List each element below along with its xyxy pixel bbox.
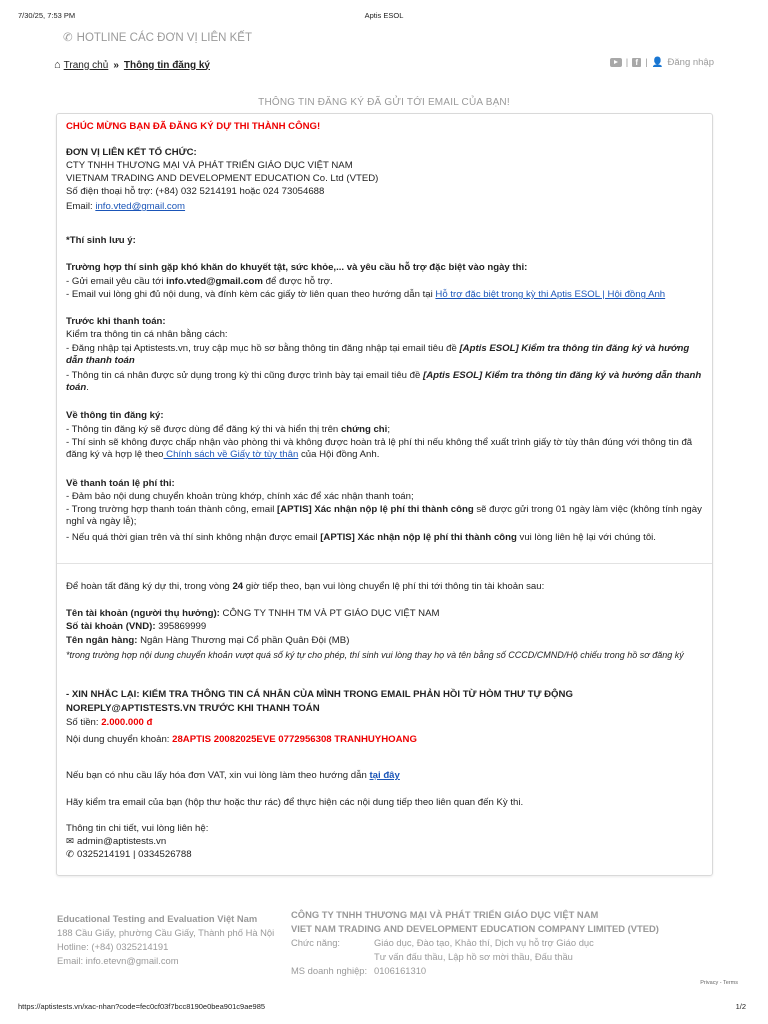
footer-email: Email: info.etevn@gmail.com — [57, 955, 179, 966]
before-pay-3b: [Aptis ESOL] Kiểm tra thông tin đăng ký và hướng dẫn thanh toán — [66, 370, 702, 393]
vat-text: Nếu bạn có nhu cầu lấy hóa đơn VAT, xin vui lòng làm theo hướng dẫn — [66, 770, 370, 781]
account-number-value: 395869999 — [155, 621, 207, 632]
divider-1: | — [625, 57, 629, 68]
bank-value: Ngân Hàng Thương mại Cổ phần Quân Đội (MB) — [137, 635, 350, 646]
footer-address: 188 Cầu Giấy, phường Cầu Giấy, Thành phố Hà Nội — [57, 927, 275, 938]
org-phone: Số điện thoại hỗ trợ: (+84) 032 5214191 hoặc 024 73054688 — [66, 186, 325, 197]
footer-right — [291, 908, 731, 978]
divider-2: | — [645, 57, 648, 68]
memo-value: 28APTIS 20082025EVE 0772956308 TRANHUYHOANG — [172, 734, 417, 745]
breadcrumb-separator: » — [113, 59, 119, 71]
footer-hotline: Hotline: (+84) 0325214191 — [57, 941, 169, 952]
amount-line — [66, 717, 706, 729]
print-url: https://aptistests.vn/xac-nhan?code=fec0cf03f7bcc8190e0bea901c9ae985 — [18, 1002, 266, 1011]
fee-2a: - Trong trường hợp thanh toán thành công, email — [66, 504, 278, 515]
reminder: - XIN NHẮC LẠI: KIỂM TRA THÔNG TIN CÁ NHÂN CỦA MÌNH TRONG EMAIL PHẢN HỒI TỪ HÒM THƯ TỰ ĐỘNG NOREPLY@APTISTESTS.VN TRƯỚC KHI THANH TOÁN — [66, 689, 573, 714]
org-name-en: VIETNAM TRADING AND DEVELOPMENT EDUCATION Co. Ltd (VTED) — [66, 173, 379, 184]
before-pay-2 — [66, 343, 702, 367]
id-policy-link[interactable]: Chính sách về Giấy tờ tùy thân — [163, 449, 299, 460]
transfer-a: Để hoàn tất đăng ký dự thi, trong vòng — [66, 581, 233, 592]
transfer-instructions — [66, 581, 706, 593]
org-email-link[interactable]: info.vted@gmail.com — [95, 201, 186, 212]
before-pay-title: Trước khi thanh toán: — [66, 316, 166, 327]
org-label: ĐƠN VỊ LIÊN KẾT TỔ CHỨC: — [66, 147, 197, 158]
account-number-label: Số tài khoản (VND): — [66, 621, 156, 632]
reg-1c: ; — [387, 424, 390, 435]
reg-1b: chứng chỉ — [340, 424, 388, 435]
fee-line-3 — [66, 532, 706, 544]
print-page-number: 1/2 — [735, 1002, 746, 1011]
phone-icon-contact: ✆ — [66, 849, 75, 860]
fee-line-1: - Đảm bảo nội dung chuyển khoản trùng khớp, chính xác để xác nhận thanh toán; — [66, 491, 414, 502]
section-divider — [57, 563, 712, 564]
special-2a: - Email vui lòng ghi đủ nội dung, và đính kèm các giấy tờ liên quan theo hướng dẫn tại — [66, 289, 436, 300]
page-heading: THÔNG TIN ĐĂNG KÝ ĐÃ GỬI TỚI EMAIL CỦA BẠN! — [258, 97, 510, 108]
login-link[interactable]: Đăng nhập — [667, 57, 714, 68]
before-pay-2a: - Đăng nhập tại Aptistests.vn, truy cập mục hồ sơ bằng thông tin đăng nhập tại email tiêu đề — [66, 343, 460, 354]
footer-right-title-vi: CÔNG TY TNHH THƯƠNG MẠI VÀ PHÁT TRIỂN GIÁO DỤC VIỆT NAM — [291, 909, 599, 920]
contact-phone: 0325214191 | 0334526788 — [77, 849, 192, 860]
breadcrumb-home[interactable]: Trang chủ — [63, 59, 109, 71]
account-name — [66, 608, 706, 620]
hotline-link[interactable] — [63, 30, 252, 44]
before-pay-3a: - Thông tin cá nhân được sử dụng trong kỳ thi cũng được trình bày tại email tiêu đề — [66, 370, 423, 381]
account-name-value: CÔNG TY TNHH TM VÀ PT GIÁO DỤC VIỆT NAM — [219, 608, 440, 619]
home-icon: ⌂ — [54, 59, 61, 71]
breadcrumb — [54, 59, 210, 71]
check-email: Hãy kiểm tra email của bạn (hộp thư hoặc thư rác) để thực hiện các nội dung tiếp theo liên quan đến Kỳ thi. — [66, 797, 524, 808]
vat-link[interactable]: tại đây — [369, 770, 400, 781]
amount-value: 2.000.000 đ — [101, 717, 153, 728]
contact-email-line — [66, 836, 706, 848]
org-email-line — [66, 201, 706, 213]
reg-2c: của Hội đồng Anh. — [298, 449, 380, 460]
before-pay-1: Kiểm tra thông tin cá nhân bằng cách: — [66, 329, 228, 340]
success-message: CHÚC MỪNG BẠN ĐÃ ĐĂNG KÝ DỰ THI THÀNH CÔNG! — [66, 121, 321, 132]
before-pay-3c: . — [86, 382, 89, 393]
footer-func-1: Giáo dục, Đào tạo, Khảo thí, Dịch vụ hỗ trợ Giáo dục — [374, 937, 594, 948]
special-1c: để được hỗ trợ. — [262, 276, 333, 287]
vat-line — [66, 770, 706, 782]
contact-email: admin@aptistests.vn — [77, 836, 167, 847]
memo-line — [66, 734, 706, 746]
user-icon: 👤 — [651, 57, 664, 68]
fee-title: Về thanh toán lệ phí thi: — [66, 478, 175, 489]
contact-label: Thông tin chi tiết, vui lòng liên hệ: — [66, 823, 209, 834]
memo-label: Nội dung chuyển khoản: — [66, 734, 173, 745]
fee-3b: [APTIS] Xác nhận nộp lệ phí thi thành công — [320, 532, 517, 543]
special-email: info.vted@gmail.com — [166, 276, 263, 287]
footer-left — [57, 912, 274, 968]
footer-tax-label: MS doanh nghiệp: — [291, 965, 368, 976]
footer-tax: 0106161310 — [374, 965, 427, 976]
reg-line-2 — [66, 437, 702, 461]
reg-line-1 — [66, 424, 706, 436]
special-line-1 — [66, 276, 706, 288]
reg-2a: - Thí sinh sẽ không được chấp nhận vào phòng thi và không được hoàn trả lệ phí thi nếu không thể xuất trình giấy tờ tùy thân đúng với thông tin đã đăng ký và hợp lệ theo — [66, 437, 693, 460]
bank-note: *trong trường hợp nội dung chuyển khoản vượt quá số ký tự cho phép, thí sinh vui lòng thay họ và tên bằng số CCCD/CMND/Hộ chiếu trong hồ sơ đăng ký — [66, 650, 684, 660]
bank-name — [66, 635, 706, 647]
breadcrumb-current[interactable]: Thông tin đăng ký — [123, 59, 210, 71]
transfer-hours: 24 — [232, 581, 244, 592]
footer-right-title-en: VIET NAM TRADING AND DEVELOPMENT EDUCATION COMPANY LIMITED (VTED) — [291, 923, 659, 934]
account-number — [66, 621, 706, 633]
hotline-label: HOTLINE CÁC ĐƠN VỊ LIÊN KẾT — [76, 32, 253, 44]
fee-3c: vui lòng liên hệ lại với chúng tôi. — [516, 532, 656, 543]
org-name-vi: CTY TNHH THƯƠNG MẠI VÀ PHÁT TRIỂN GIÁO DỤC VIỆT NAM — [66, 160, 353, 171]
footer-left-title: Educational Testing and Evaluation Việt Nam — [57, 913, 258, 924]
before-pay-3 — [66, 370, 702, 394]
transfer-c: giờ tiếp theo, bạn vui lòng chuyển lệ phí thi tới thông tin tài khoản sau: — [243, 581, 545, 592]
facebook-icon[interactable]: f — [632, 58, 641, 67]
top-right-links — [610, 57, 714, 68]
reg-1a: - Thông tin đăng ký sẽ được dùng để đăng ký thi và hiển thị trên — [66, 424, 341, 435]
special-title: Trường hợp thí sinh gặp khó khăn do khuyết tật, sức khỏe,... và yêu cầu hỗ trợ đặc biệt vào ngày thi: — [66, 262, 528, 273]
special-line-2 — [66, 289, 706, 301]
fee-line-2 — [66, 504, 702, 528]
privacy-terms[interactable]: Privacy - Terms — [700, 980, 738, 986]
envelope-icon: ✉ — [66, 836, 75, 847]
note-title: *Thí sinh lưu ý: — [66, 235, 136, 246]
amount-label: Số tiền: — [66, 717, 102, 728]
org-email-label: Email: — [66, 201, 96, 212]
contact-phone-line — [66, 849, 706, 861]
print-title: Aptis ESOL — [364, 11, 404, 20]
youtube-icon[interactable] — [610, 58, 622, 67]
print-datetime: 7/30/25, 7:53 PM — [18, 11, 76, 20]
before-pay-2b: [Aptis ESOL] Kiểm tra thông tin đăng ký và hướng dẫn thanh toán — [66, 343, 690, 366]
reg-title: Về thông tin đăng ký: — [66, 410, 164, 421]
fee-2b: [APTIS] Xác nhận nộp lệ phí thi thành công — [277, 504, 474, 515]
footer-func-label: Chức năng: — [291, 937, 341, 948]
fee-2c: sẽ được gửi trong 01 ngày làm việc (không tính ngày nghỉ và ngày lễ); — [66, 504, 702, 527]
special-1a: - Gửi email yêu cầu tới — [66, 276, 167, 287]
bank-label: Tên ngân hàng: — [66, 635, 138, 646]
footer-func-2: Tư vấn đấu thầu, Lập hồ sơ mời thầu, Đấu thầu — [374, 951, 573, 962]
fee-3a: - Nếu quá thời gian trên và thí sinh không nhận được email — [66, 532, 321, 543]
phone-icon: ✆ — [63, 32, 73, 44]
account-name-label: Tên tài khoản (người thụ hưởng): — [66, 608, 220, 619]
special-support-link[interactable]: Hỗ trợ đặc biệt trong kỳ thi Aptis ESOL | Hội đồng Anh — [435, 289, 666, 300]
